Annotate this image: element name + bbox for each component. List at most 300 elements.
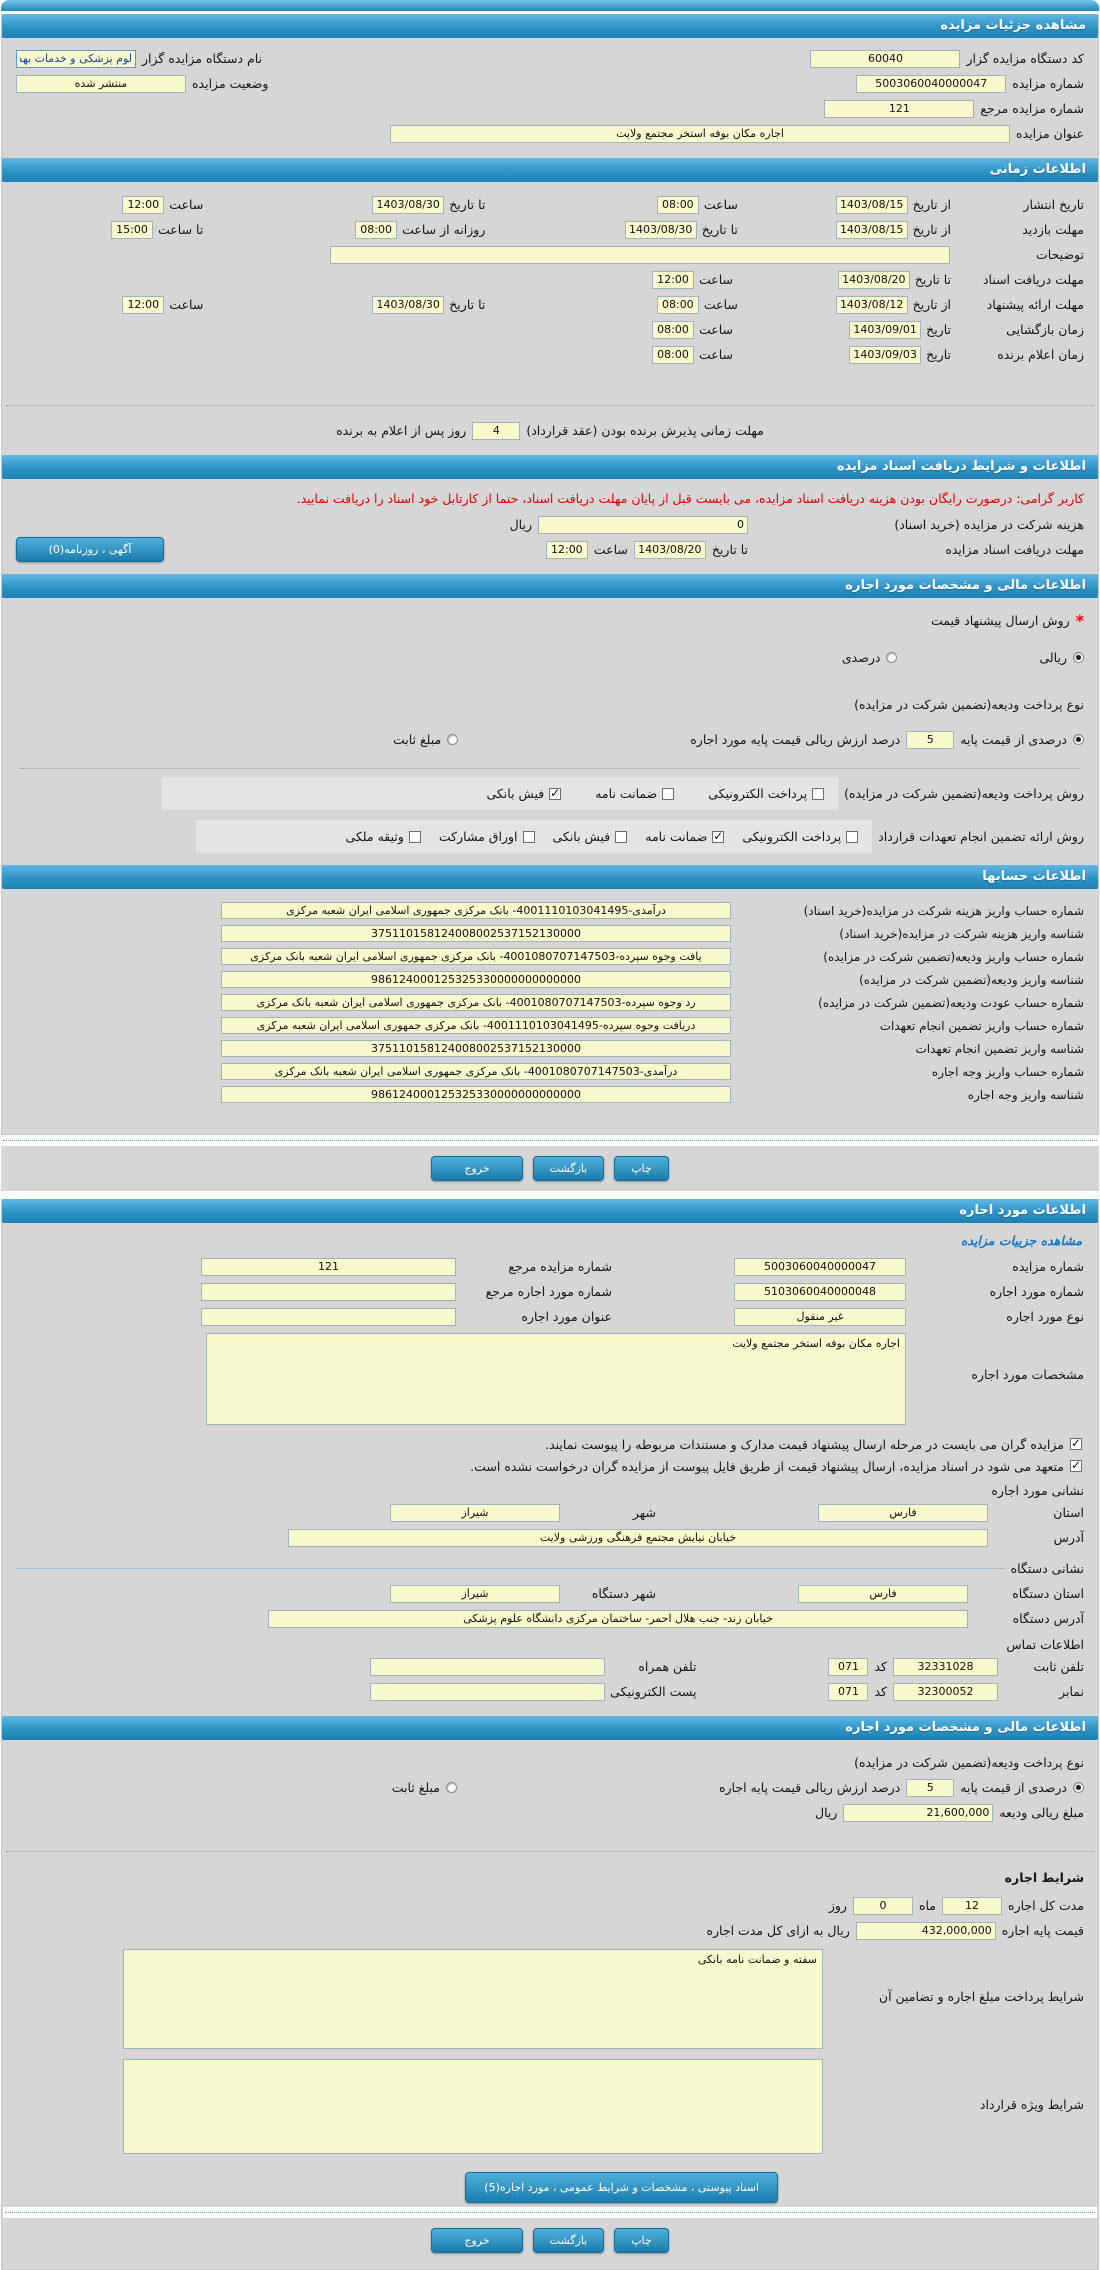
fixed-amount-label: مبلغ ثابت [392, 732, 442, 747]
item-type-input[interactable] [734, 1308, 906, 1326]
publish-to-date-input[interactable] [372, 196, 444, 214]
deposit-type-row [16, 692, 1084, 717]
vertical-gap [16, 1106, 1084, 1124]
account-value-input[interactable] [221, 902, 731, 919]
time-section-title: اطلاعات زمانی [989, 162, 1086, 177]
deposit-type-options-row [16, 727, 1084, 752]
deposit-amount-row [16, 1800, 1084, 1825]
lease-months-input[interactable] [942, 1897, 1002, 1915]
contact-row1 [16, 1654, 1084, 1679]
winner-accept-row [16, 418, 1084, 443]
back-button[interactable]: بازگشت [533, 1156, 605, 1181]
agency-name-input[interactable] [16, 50, 136, 68]
form-row [16, 71, 1084, 96]
agency-address-row1 [16, 1581, 1084, 1606]
time-cell [16, 196, 203, 214]
account-value-input[interactable] [221, 1086, 731, 1103]
agency-province-input[interactable] [798, 1585, 968, 1603]
item-address-row1 [16, 1500, 1084, 1525]
hour-label: ساعت [698, 322, 733, 337]
attachments-row [16, 2172, 1084, 2203]
hour-label: ساعت [698, 272, 733, 287]
fax-input[interactable] [893, 1683, 998, 1701]
panel1-actions [1, 1146, 1099, 1191]
auction-no-input[interactable] [856, 75, 1006, 93]
panel2-title: اطلاعات مورد اجاره [959, 1203, 1086, 1218]
offer-to-date-input[interactable] [372, 296, 444, 314]
vertical-gap [2, 371, 1098, 397]
send-method-row [16, 608, 1084, 633]
item-type-label: نوع مورد اجاره [1006, 1309, 1084, 1324]
agency-address-header-row [16, 1556, 1084, 1581]
general-fields-section [2, 42, 1098, 150]
province-label: استان [1053, 1505, 1084, 1520]
account-row [16, 922, 1084, 945]
time-row-description [16, 242, 1084, 267]
time-cell [744, 296, 1084, 314]
contract-guarantee-label: روش ارائه تضمین انجام تعهدات قرارداد [878, 829, 1084, 844]
print-button[interactable]: چاپ [614, 1156, 669, 1181]
docs-deadline-row [16, 537, 1084, 562]
city-label: شهر [632, 1505, 656, 1520]
exit-button[interactable]: خروج [431, 2228, 522, 2253]
contract-guarantee-band [196, 820, 872, 853]
ref-no-label: شماره مزایده مرجع [508, 1259, 612, 1274]
offer-label: مهلت ارائه پیشنهاد [986, 297, 1084, 312]
auction-no-label: شماره مزایده [1012, 76, 1084, 91]
address-label: آدرس [1053, 1530, 1084, 1545]
panel1-title-bar [2, 14, 1098, 38]
option-guarantee [595, 786, 674, 801]
time-row-publish [16, 192, 1084, 217]
time-row-winner [16, 342, 1084, 367]
no-file-request-text: متعهد می شود در اسناد مزایده، ارسال پیشنهاد قیمت از طریق فایل پیوست از مزایده گران درخواست نشده است. [470, 1458, 1064, 1474]
account-value-input[interactable] [221, 1017, 731, 1034]
epay-checkbox[interactable] [846, 831, 858, 843]
send-method-options-row [16, 645, 1084, 670]
docs-section-bar [2, 455, 1098, 479]
auction-details-panel [1, 14, 1099, 1135]
time-row-opening [16, 317, 1084, 342]
agency-city-label: شهر دستگاه [591, 1586, 656, 1601]
code-label: کد [874, 1659, 887, 1674]
date-label: تاریخ [926, 347, 951, 362]
visit-daily-from-input[interactable] [355, 221, 397, 239]
account-label: شناسه واریز تضمین انجام تعهدات [915, 1041, 1084, 1056]
winner-announce-label: زمان اعلام برنده [997, 347, 1084, 362]
to-date-label: تا تاریخ [449, 197, 486, 212]
bonds-label: اوراق مشارکت [438, 829, 518, 844]
lease-days-input[interactable] [853, 1897, 913, 1915]
agency-name-label: نام دستگاه مزایده گزار [142, 51, 263, 66]
offer-to-time-input[interactable] [122, 296, 164, 314]
attach-docs-text: مزایده گران می بایست در مرحله ارسال پیشنهاد قیمت مدارک و مستندات مربوطه را پیوست نمایند. [545, 1436, 1064, 1452]
accept-days-input[interactable] [472, 422, 520, 440]
from-date-label: از تاریخ [912, 297, 951, 312]
epay-label: پرداخت الکترونیکی [708, 786, 808, 801]
financial2-section-bar [2, 1716, 1098, 1740]
phone-code-input[interactable] [828, 1658, 868, 1676]
white-gap [1, 1191, 1099, 1199]
time-section-bar [2, 158, 1098, 182]
base-price-suffix: ریال به ازای کل مدت اجاره [706, 1923, 850, 1938]
dotted-divider [20, 768, 1080, 769]
email-input[interactable] [370, 1683, 605, 1701]
account-value-input[interactable] [221, 971, 731, 988]
lease-terms-header: شرایط اجاره [1004, 1870, 1084, 1885]
percent-suffix-label: درصد ارزش ریالی قیمت پایه اجاره [718, 1780, 901, 1795]
panel2-actions [3, 2218, 1097, 2263]
deposit-type-row [16, 1750, 1084, 1775]
exit-button[interactable]: خروج [431, 1156, 522, 1181]
item-address-row2 [16, 1525, 1084, 1550]
agency-province-label: استان دستگاه [1012, 1586, 1084, 1601]
hour-label: ساعت [169, 197, 204, 212]
property-checkbox[interactable] [409, 831, 421, 843]
contact-row2 [16, 1679, 1084, 1704]
hour-label: ساعت [703, 297, 738, 312]
rial-option-label: ریالی [1039, 650, 1067, 665]
docs-deadline-date-input[interactable] [838, 271, 910, 289]
option-bank-slip [486, 786, 561, 801]
lease-terms-section [2, 1889, 1098, 2207]
time-cell [739, 321, 1084, 339]
accounts-section-title: اطلاعات حسابها [982, 869, 1086, 884]
epay-checkbox[interactable] [812, 788, 824, 800]
option-bank-slip [553, 829, 628, 844]
to-date-label: تا تاریخ [701, 222, 738, 237]
contract-guarantee-row [16, 820, 1084, 853]
financial2-section [2, 1746, 1098, 1829]
auction-no-input[interactable] [734, 1258, 906, 1276]
option-epay [742, 829, 858, 844]
ref-no-input[interactable] [824, 100, 974, 118]
auction-title-label: عنوان مزایده [1016, 126, 1084, 141]
fee-label: هزینه شرکت در مزایده (خرید اسناد) [894, 517, 1084, 532]
fixed-amount-radio[interactable] [446, 1782, 457, 1793]
panel2-title-bar [2, 1199, 1098, 1223]
guarantee-checkbox[interactable] [662, 788, 674, 800]
accept-suffix-label: روز پس از اعلام به برنده [336, 423, 467, 438]
time-cell [16, 221, 203, 239]
item-ref-label: شماره مورد اجاره مرجع [485, 1284, 612, 1299]
lease-duration-label: مدت کل اجاره [1008, 1898, 1084, 1913]
deposit-percent-input[interactable] [906, 731, 954, 749]
account-label: شماره حساب واریز تضمین انجام تعهدات [879, 1018, 1084, 1033]
docs-deadline-label: مهلت دریافت اسناد [982, 272, 1084, 287]
account-row [16, 1060, 1084, 1083]
guarantee-checkbox[interactable] [712, 831, 724, 843]
account-label: شناسه واریز وجه اجاره [967, 1087, 1084, 1102]
ref-no-label: شماره مزایده مرجع [980, 101, 1084, 116]
option-epay [708, 786, 824, 801]
option-bonds [439, 829, 535, 844]
account-row [16, 1037, 1084, 1060]
account-label: شناسه واریز ودیعه(تضمین شرکت در مزایده) [859, 972, 1084, 987]
docs-warning-text: کاربر گرامی: درصورت رایگان بودن هزینه دریافت اسناد مزایده، می بایست قبل از پایان مهلت دریافت اسناد، حتما از کارتابل خود اسناد را دریافت نمایید. [296, 491, 1084, 506]
item-specs-label: مشخصات مورد اجاره [971, 1367, 1084, 1382]
deposit-amount-input[interactable] [843, 1804, 993, 1822]
financial-section [2, 604, 1098, 857]
white-gap [3, 2207, 1097, 2218]
back-button[interactable]: بازگشت [533, 2228, 605, 2253]
pay-terms-textarea[interactable] [123, 1949, 823, 2049]
deposit-percent-input[interactable] [906, 1779, 954, 1797]
agency-city-input[interactable] [390, 1585, 560, 1603]
time-row-docs-deadline [16, 267, 1084, 292]
account-label: شناسه واریز هزینه شرکت در مزایده(خرید اسناد) [839, 926, 1084, 941]
time-cell [483, 271, 733, 289]
option-property [345, 829, 420, 844]
publish-to-time-input[interactable] [122, 196, 164, 214]
account-row [16, 1014, 1084, 1037]
account-value-input[interactable] [221, 1040, 731, 1057]
time-cell [16, 296, 203, 314]
auction-no-label: شماره مزایده [1012, 1259, 1084, 1274]
item-specs-textarea[interactable] [206, 1333, 906, 1425]
to-date-label: تا تاریخ [914, 272, 951, 287]
bank-slip-checkbox[interactable] [615, 831, 627, 843]
agency-addr-label: آدرس دستگاه [1012, 1611, 1084, 1626]
hour-label: ساعت [698, 347, 733, 362]
docs-deadline-time-input[interactable] [652, 271, 694, 289]
status-badge[interactable] [16, 75, 186, 93]
guarantee-label: ضمانت نامه [595, 786, 658, 801]
dotted-divider [6, 1851, 1094, 1852]
time-cell [491, 221, 737, 239]
dotted-divider [6, 405, 1094, 406]
item-ref-input[interactable] [201, 1283, 456, 1301]
winner-accept-section [2, 414, 1098, 447]
account-row [16, 991, 1084, 1014]
time-cell [209, 221, 485, 239]
time-cell [209, 296, 485, 314]
time-cell [739, 346, 1084, 364]
percent-suffix-label: درصد ارزش ریالی قیمت پایه مورد اجاره [690, 732, 901, 747]
address-input[interactable] [288, 1529, 988, 1547]
agency-code-input[interactable] [810, 50, 960, 68]
dotted-divider [5, 2212, 1095, 2213]
to-date-label: تا تاریخ [711, 542, 748, 557]
base-price-row [16, 1918, 1084, 1943]
fixed-amount-radio[interactable] [447, 734, 458, 745]
pay-terms-row [16, 1949, 1084, 2049]
form-row [16, 1254, 1084, 1279]
specs-row [16, 1333, 1084, 1425]
opening-time-input[interactable] [652, 321, 694, 339]
daily-from-label: روزانه از ساعت [402, 222, 486, 237]
visit-from-date-input[interactable] [836, 221, 908, 239]
window-top-bar [1, 0, 1099, 11]
account-row [16, 899, 1084, 922]
option-guarantee [645, 829, 724, 844]
account-label: شماره حساب واریز وجه اجاره [931, 1064, 1084, 1079]
visit-to-date-input[interactable] [625, 221, 697, 239]
form-row [16, 1304, 1084, 1329]
phone-input[interactable] [893, 1658, 998, 1676]
account-value-input[interactable] [221, 925, 731, 942]
form-row [16, 46, 1084, 71]
winner-time-input[interactable] [652, 346, 694, 364]
deposit-type-options-row [16, 1775, 1084, 1800]
account-row [16, 945, 1084, 968]
agency-address-header: نشانی دستگاه [1010, 1561, 1084, 1576]
deposit-type-label: نوع پرداخت ودیعه(تضمین شرکت در مزایده) [854, 1755, 1084, 1770]
offer-from-time-input[interactable] [657, 296, 699, 314]
percent-of-base-radio[interactable] [1073, 1782, 1084, 1793]
offer-from-date-input[interactable] [836, 296, 908, 314]
epay-label: پرداخت الکترونیکی [742, 829, 842, 844]
percent-of-base-radio[interactable] [1073, 734, 1084, 745]
account-value-input[interactable] [221, 994, 731, 1011]
account-row [16, 1083, 1084, 1106]
attach-docs-checkbox[interactable] [1070, 1438, 1082, 1450]
account-value-input[interactable] [221, 1063, 731, 1080]
phone-label: تلفن ثابت [1033, 1659, 1084, 1674]
item-no-input[interactable] [734, 1283, 906, 1301]
percent-option-label: درصدی [841, 650, 881, 665]
docs-deadline-label2: مهلت دریافت اسناد مزایده [945, 542, 1084, 557]
opening-date-input[interactable] [849, 321, 921, 339]
lease-general-section [2, 1250, 1098, 1708]
time-row-offer [16, 292, 1084, 317]
no-file-request-checkbox[interactable] [1070, 1460, 1082, 1472]
property-label: وثیقه ملکی [345, 829, 404, 844]
date-label: تاریخ [926, 322, 951, 337]
to-date-label: تا تاریخ [449, 297, 486, 312]
time-cell [491, 296, 737, 314]
description-input[interactable] [330, 246, 950, 264]
view-auction-details-link[interactable]: مشاهده جزییات مزایده [960, 1233, 1082, 1248]
page-title: مشاهده جزئیات مزایده [940, 18, 1086, 33]
fax-label: نمابر [1059, 1684, 1084, 1699]
item-address-header: نشانی مورد اجاره [991, 1483, 1084, 1498]
hour-label: ساعت [169, 297, 204, 312]
deposit-amount-label: مبلغ ریالی ودیعه [999, 1805, 1084, 1820]
docs-section [2, 508, 1098, 566]
bonds-checkbox[interactable] [523, 831, 535, 843]
status-label: وضعیت مزایده [192, 76, 269, 91]
special-terms-label: شرایط ویژه قرارداد [979, 2097, 1084, 2112]
white-gap [1, 1135, 1099, 1146]
province-input[interactable] [818, 1504, 988, 1522]
description-label: توضیحات [1036, 247, 1084, 262]
publish-label: تاریخ انتشار [1023, 197, 1084, 212]
guarantee-label: ضمانت نامه [645, 829, 708, 844]
pay-terms-label: شرایط پرداخت مبلغ اجاره و تضامین آن [878, 1989, 1084, 2004]
fax-code-input[interactable] [828, 1683, 868, 1701]
agency-code-label: کد دستگاه مزایده گزار [966, 51, 1084, 66]
hour-label: ساعت [703, 197, 738, 212]
item-no-label: شماره مورد اجاره [989, 1284, 1084, 1299]
time-cell [209, 196, 485, 214]
mobile-label: تلفن همراه [638, 1659, 697, 1674]
account-label: شماره حساب واریز هزینه شرکت در مزایده(خرید اسناد) [803, 903, 1084, 918]
agency-address-row2 [16, 1606, 1084, 1631]
days-label: روز [828, 1898, 847, 1913]
opening-label: زمان بازگشایی [1006, 322, 1084, 337]
time-cell [483, 321, 733, 339]
from-date-label: از تاریخ [912, 222, 951, 237]
bank-slip-checkbox[interactable] [549, 788, 561, 800]
item-title-label: عنوان مورد اجاره [521, 1309, 612, 1324]
fixed-amount-label: مبلغ ثابت [391, 1780, 440, 1795]
time-cell [491, 196, 737, 214]
print-button[interactable]: چاپ [614, 2228, 669, 2253]
special-terms-textarea[interactable] [123, 2059, 823, 2154]
percent-of-base-label: درصدی از قیمت پایه [960, 1780, 1067, 1795]
bank-slip-label: فیش بانکی [552, 829, 611, 844]
base-price-input[interactable] [856, 1922, 996, 1940]
vertical-gap [2, 1829, 1098, 1843]
deposit-pay-options-band [162, 777, 838, 810]
code-label: کد [874, 1684, 887, 1699]
bank-slip-label: فیش بانکی [486, 786, 545, 801]
account-label: شماره حساب واریز ودیعه(تضمین شرکت در مزایده) [823, 949, 1084, 964]
dotted-divider [16, 1568, 1005, 1569]
attachments-button[interactable]: اسناد پیوستی ، مشخصات و شرایط عمومی ، مورد اجاره(5) [465, 2172, 778, 2203]
percent-radio[interactable] [886, 652, 897, 663]
rial-radio[interactable] [1073, 652, 1084, 663]
docs-deadline-date-input2[interactable] [634, 541, 706, 559]
lease-duration-row [16, 1893, 1084, 1918]
ads-newspaper-button[interactable]: آگهی ، روزنامه(0) [16, 537, 164, 562]
rial-label: ریال [509, 517, 532, 532]
ref-no-input[interactable] [201, 1258, 456, 1276]
time-row-visit [16, 217, 1084, 242]
time-cell [483, 346, 733, 364]
fee-input[interactable] [538, 516, 748, 534]
agency-addr-input[interactable] [268, 1610, 968, 1628]
accept-deadline-label: مهلت زمانی پذیرش برنده بودن (عقد قرارداد) [526, 423, 764, 438]
accounts-section [2, 895, 1098, 1128]
hour-label: ساعت [593, 542, 628, 557]
financial2-section-title: اطلاعات مالی و مشخصات مورد اجاره [845, 1720, 1086, 1735]
to-hour-label: تا ساعت [158, 222, 204, 237]
item-title-input[interactable] [201, 1308, 456, 1326]
docs-deadline-time-input2[interactable] [546, 541, 588, 559]
city-input[interactable] [390, 1504, 560, 1522]
visit-daily-to-input[interactable] [111, 221, 153, 239]
deposit-type-label: نوع پرداخت ودیعه(تضمین شرکت در مزایده) [854, 697, 1084, 712]
percent-of-base-label: درصدی از قیمت پایه [960, 732, 1067, 747]
rial-label: ریال [815, 1805, 838, 1820]
special-terms-row [16, 2059, 1084, 2154]
contact-header: اطلاعات تماس [1006, 1637, 1084, 1652]
account-label: شماره حساب عودت ودیعه(تضمین شرکت در مزایده) [818, 995, 1084, 1010]
dotted-divider [3, 1140, 1097, 1141]
winner-date-input[interactable] [849, 346, 921, 364]
no-file-request-note [16, 1455, 1084, 1477]
deposit-pay-method-row [16, 777, 1084, 810]
time-cell [739, 271, 1084, 289]
docs-section-title: اطلاعات و شرایط دریافت اسناد مزایده [836, 459, 1086, 474]
time-cell [744, 196, 1084, 214]
auction-title-input[interactable] [390, 125, 1010, 143]
account-value-input[interactable] [221, 948, 731, 965]
months-label: ماه [918, 1898, 937, 1913]
fee-row [16, 512, 1084, 537]
attach-docs-note [16, 1433, 1084, 1455]
form-row [16, 1279, 1084, 1304]
financial-section-bar [2, 574, 1098, 598]
time-section [2, 188, 1098, 371]
form-row [16, 96, 1084, 121]
mobile-input[interactable] [370, 1658, 605, 1676]
publish-from-time-input[interactable] [657, 196, 699, 214]
publish-from-date-input[interactable] [836, 196, 908, 214]
account-row [16, 968, 1084, 991]
